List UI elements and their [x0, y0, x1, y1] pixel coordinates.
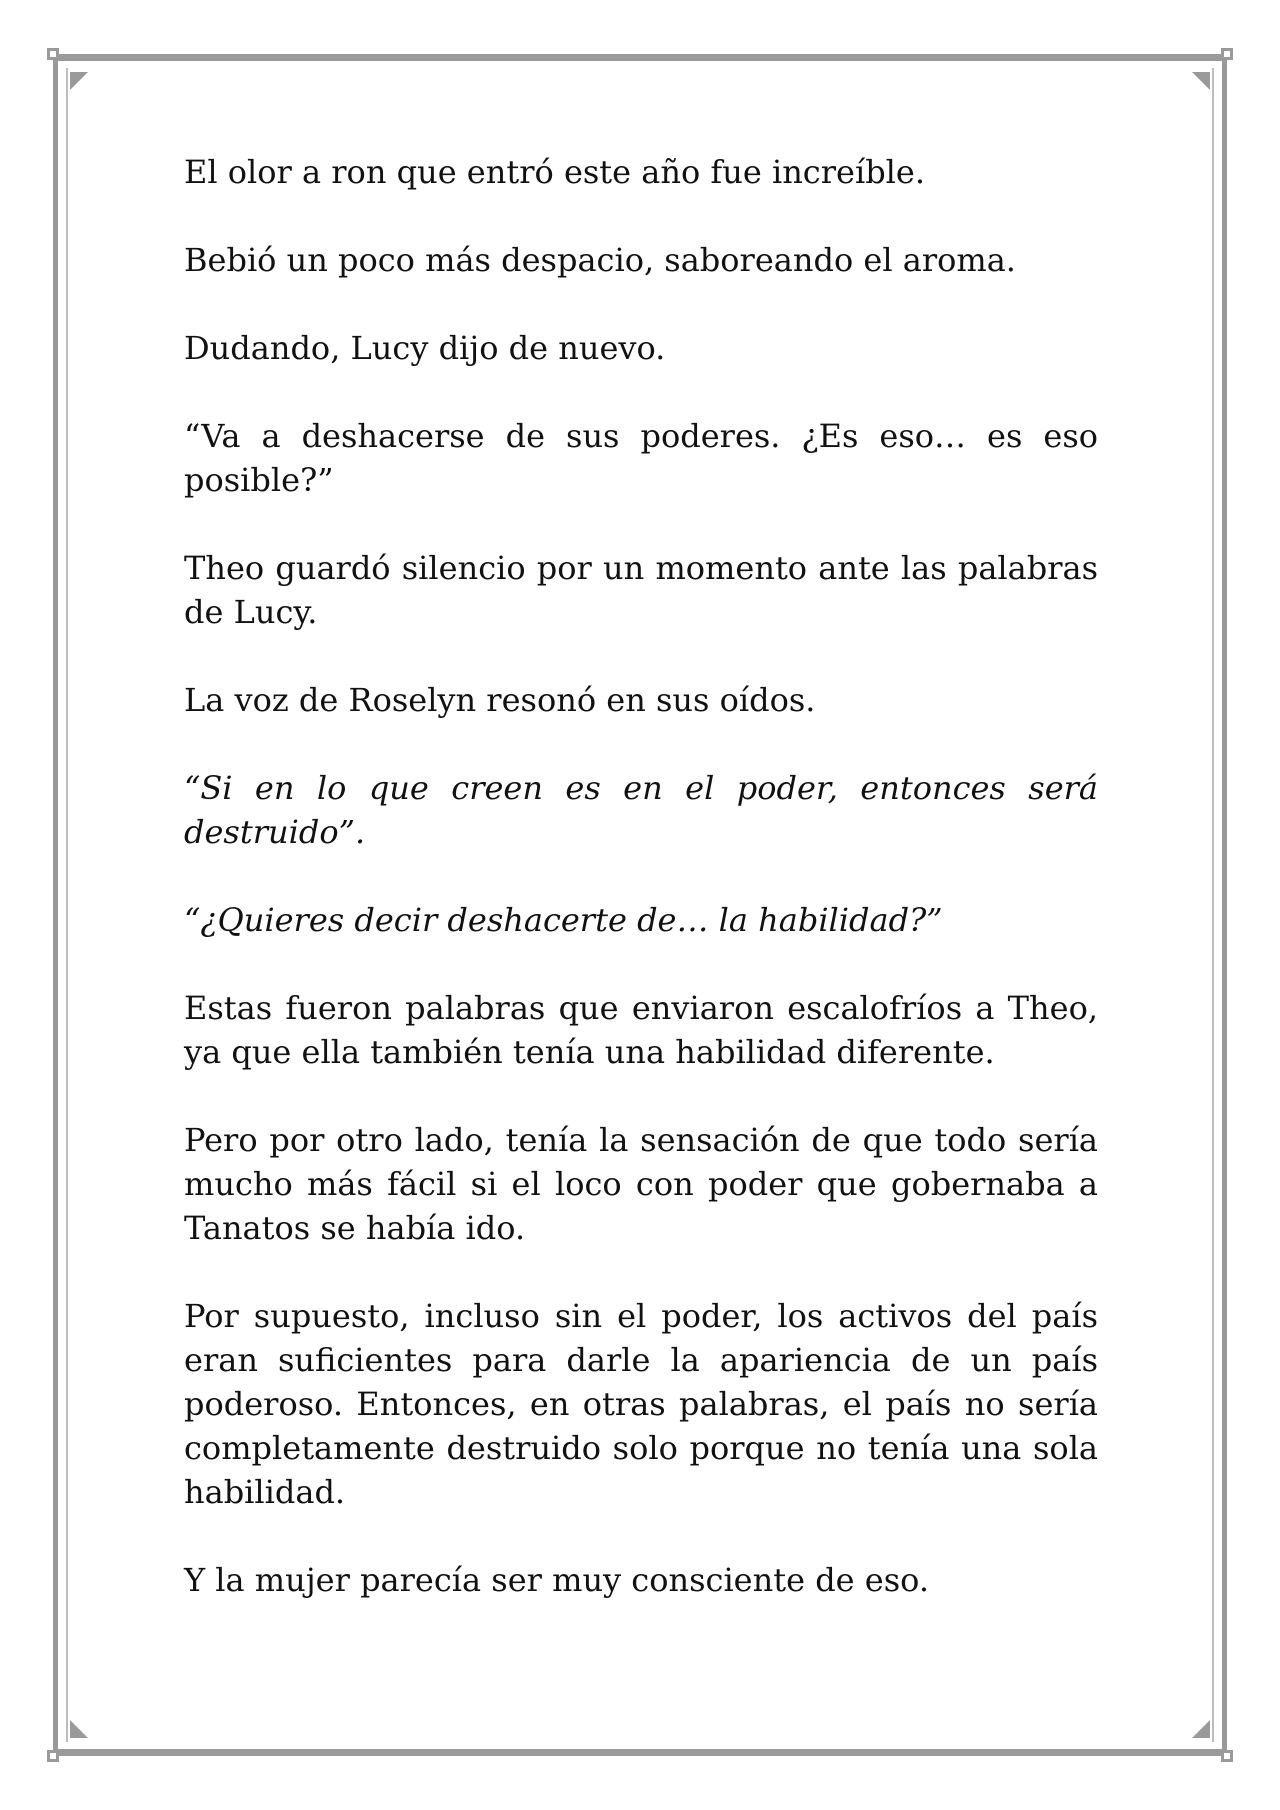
paragraph: Bebió un poco más despacio, saboreando el aroma. — [184, 241, 1016, 279]
paragraph: La voz de Roselyn resonó en sus oídos. — [184, 681, 816, 719]
page-body — [184, 150, 1098, 1646]
paragraph: Theo guardó silencio por un momento ante las palabras de Lucy. — [184, 549, 1098, 631]
paragraph: Estas fueron palabras que enviaron escalofríos a Theo, ya que ella también tenía una habilidad diferente. — [184, 989, 1098, 1071]
paragraph-dialogue: “Va a deshacerse de sus poderes. ¿Es eso… es eso posible?” — [184, 417, 1098, 499]
paragraph-italic-quote: “¿Quieres decir deshacerte de… la habilidad?” — [184, 901, 943, 939]
corner-triangle-top-right — [1192, 72, 1210, 90]
corner-triangle-bottom-left — [70, 1720, 88, 1738]
paragraph: El olor a ron que entró este año fue increíble. — [184, 153, 926, 191]
corner-ornament-top-left — [47, 48, 59, 60]
paragraph: Pero por otro lado, tenía la sensación de que todo sería mucho más fácil si el loco con poder que gobernaba a Tanatos se había ido. — [184, 1121, 1098, 1247]
paragraph-italic-quote: “Si en lo que creen es en el poder, entonces será destruido”. — [184, 769, 1098, 851]
inner-border-left — [66, 68, 68, 1742]
paragraph: Por supuesto, incluso sin el poder, los activos del país eran suficientes para darle la apariencia de un país poderoso. Entonces, en otras palabras, el país no sería completamente destruido solo porque no tenía una sola habilidad. — [184, 1297, 1098, 1511]
corner-ornament-top-right — [1221, 48, 1233, 60]
paragraph: Dudando, Lucy dijo de nuevo. — [184, 329, 666, 367]
paragraph: Y la mujer parecía ser muy consciente de eso. — [184, 1561, 930, 1599]
corner-ornament-bottom-right — [1221, 1750, 1233, 1762]
corner-ornament-bottom-left — [47, 1750, 59, 1762]
corner-triangle-bottom-right — [1192, 1720, 1210, 1738]
corner-triangle-top-left — [70, 72, 88, 90]
inner-border-right — [1212, 68, 1214, 1742]
